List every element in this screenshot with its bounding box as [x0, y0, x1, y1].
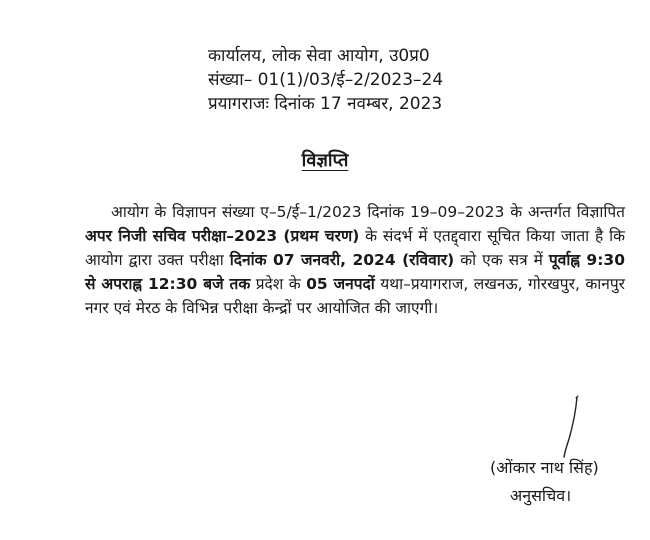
body-text-segment: आयोग के विज्ञापन संख्या ए–5/ई–1/2023 दिनांक 19–09–2023 के अन्तर्गत विज्ञापित: [111, 203, 625, 221]
exam-name: अपर निजी सचिव परीक्षा–2023 (प्रथम चरण): [85, 227, 360, 245]
body-text-segment: प्रदेश के: [250, 275, 307, 293]
signatory-name: (ओंकार नाथ सिंह): [490, 458, 599, 477]
exam-date: दिनांक 07 जनवरी, 2024 (रविवार): [229, 251, 455, 269]
exam-timing: पूर्वाह्न 9:30 से अपराह्न 12:30 बजे तक: [85, 251, 625, 293]
place-date-line: प्रयागराजः दिनांक 17 नवम्बर, 2023: [208, 94, 443, 114]
body-text-segment: के संदर्भ में एतद्द्वारा सूचित किया जाता है कि आयोग द्वारा उक्त परीक्षा: [85, 227, 626, 269]
handwritten-signature: [545, 395, 605, 465]
office-line: कार्यालय, लोक सेवा आयोग, उ0प्र0: [208, 46, 430, 66]
notice-title: विज्ञप्ति: [301, 150, 349, 171]
district-count: 05 जनपदों: [306, 275, 375, 293]
reference-number: संख्या– 01(1)/03/ई–2/2023–24: [208, 70, 444, 90]
body-text-segment: यथा–प्रयागराज, लखनऊ, गोरखपुर, कानपुर नगर एवं मेरठ के विभिन्न परीक्षा केन्द्रों पर आयोजित की जाएगी।: [85, 275, 625, 317]
body-text-segment: को एक सत्र में: [454, 251, 549, 269]
signatory-designation: अनुसचिव।: [510, 486, 572, 505]
notice-body: [85, 200, 625, 320]
notice-title-wrapper: [0, 148, 650, 172]
